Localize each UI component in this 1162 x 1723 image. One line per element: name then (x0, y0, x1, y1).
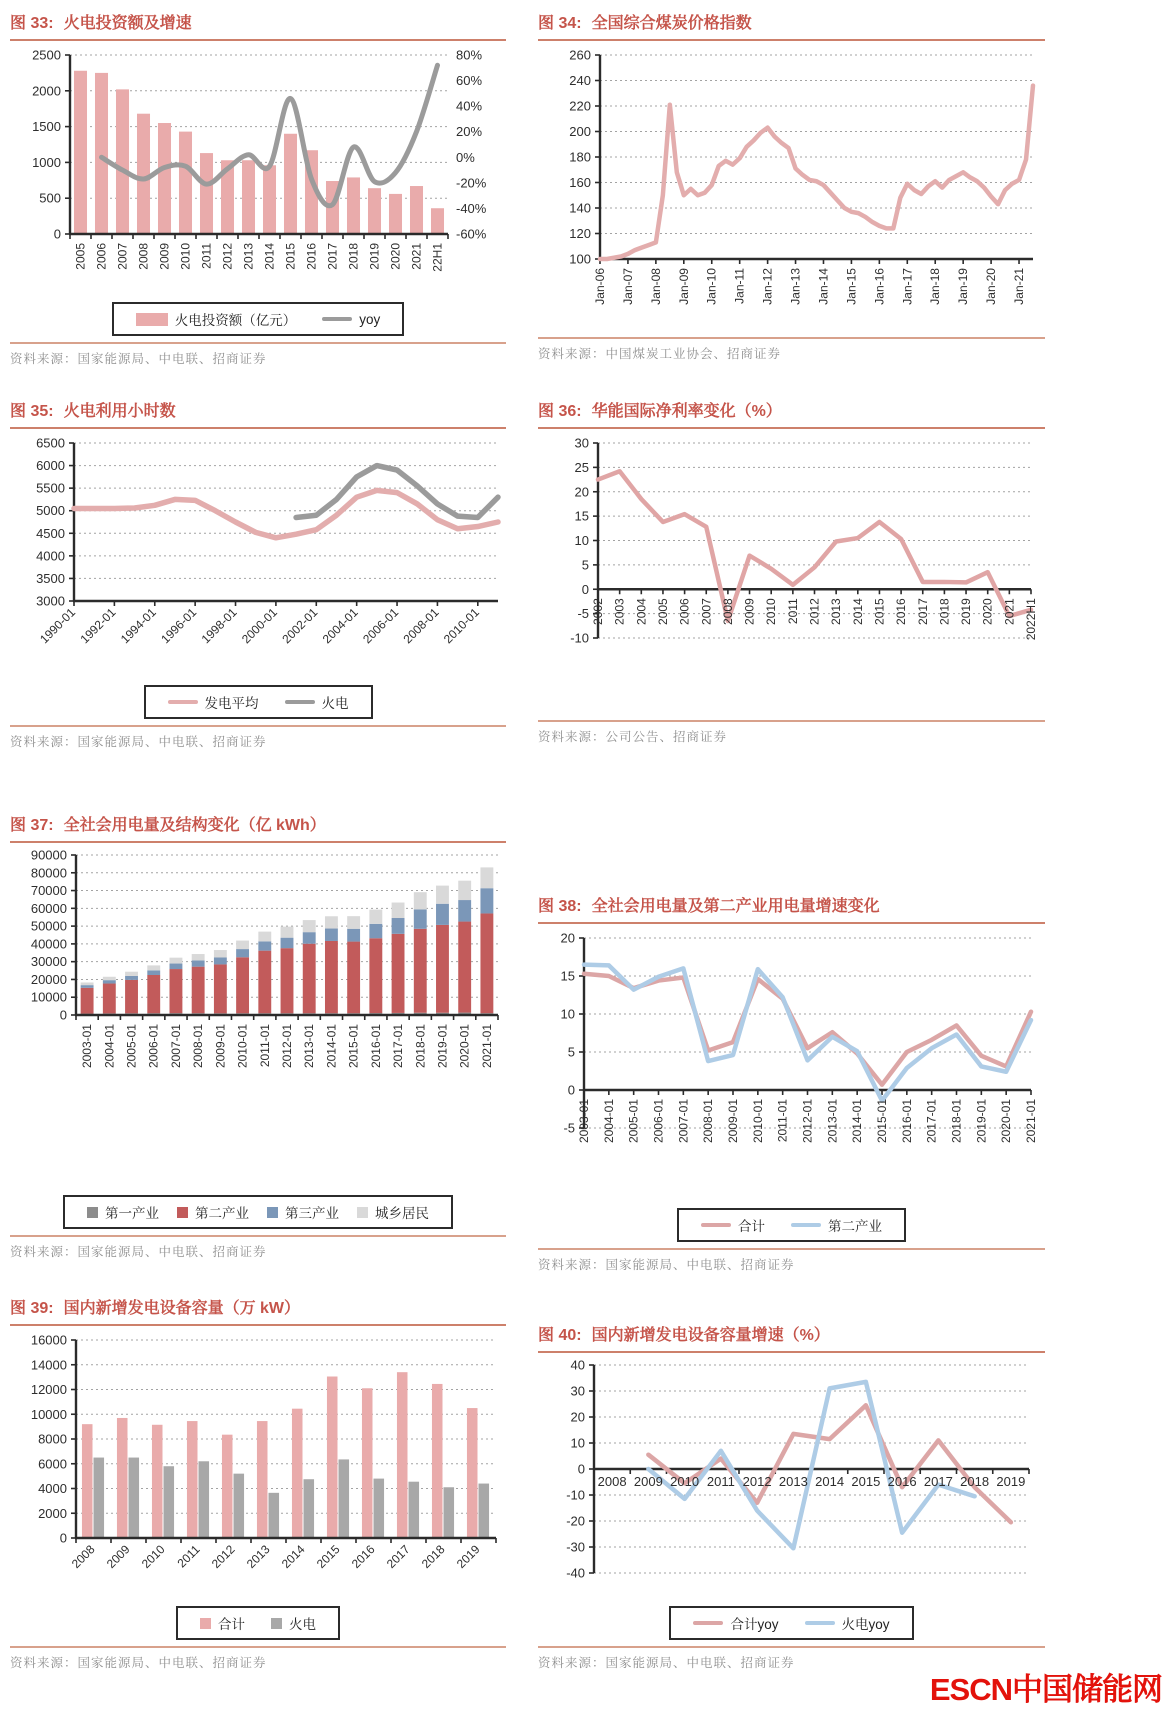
legend-label: 第三产业 (285, 1206, 339, 1221)
legend-swatch (87, 1207, 98, 1218)
svg-text:1000: 1000 (32, 154, 61, 170)
legend-swatch (805, 1621, 835, 1625)
svg-text:2020: 2020 (980, 598, 995, 625)
svg-text:2007: 2007 (115, 243, 130, 270)
svg-text:40%: 40% (456, 98, 483, 114)
svg-text:2017: 2017 (325, 243, 340, 270)
svg-text:15: 15 (560, 968, 575, 984)
svg-text:2016: 2016 (887, 1474, 917, 1489)
svg-text:30: 30 (574, 435, 589, 451)
svg-text:2004-01: 2004-01 (102, 1024, 117, 1069)
svg-text:5: 5 (567, 1044, 575, 1060)
legend-item (805, 1613, 890, 1633)
chart-new-capacity (10, 1332, 506, 1590)
svg-text:2017-01: 2017-01 (924, 1099, 939, 1144)
svg-text:2014: 2014 (850, 598, 865, 625)
svg-text:6500: 6500 (36, 435, 65, 451)
svg-text:2008: 2008 (597, 1474, 627, 1489)
svg-text:30: 30 (570, 1383, 585, 1399)
svg-text:2013: 2013 (778, 1474, 808, 1489)
svg-text:2019: 2019 (959, 598, 974, 625)
source-line: 资料来源：中国煤炭工业协会、招商证券 (538, 347, 782, 361)
legend-swatch (693, 1621, 723, 1625)
svg-text:Jan-06: Jan-06 (593, 268, 607, 305)
svg-text:1500: 1500 (32, 119, 61, 135)
svg-text:2017-01: 2017-01 (391, 1024, 406, 1069)
svg-text:40: 40 (570, 1357, 585, 1373)
svg-text:1990-01: 1990-01 (37, 605, 79, 647)
svg-text:2009-01: 2009-01 (213, 1024, 228, 1069)
legend-item (136, 309, 297, 329)
figure-number: 图 38: (538, 898, 582, 915)
svg-text:2020-01: 2020-01 (999, 1099, 1014, 1144)
svg-text:2011-01: 2011-01 (775, 1099, 790, 1143)
svg-text:2005: 2005 (655, 598, 670, 625)
svg-text:2010: 2010 (138, 1542, 168, 1572)
svg-text:Jan-14: Jan-14 (816, 268, 831, 305)
legend-label: 合计 (218, 1617, 245, 1632)
figure-number: 图 36: (538, 403, 582, 420)
legend-swatch (322, 317, 352, 321)
svg-text:2017: 2017 (915, 598, 930, 625)
svg-text:-10: -10 (566, 1487, 585, 1503)
svg-text:2015: 2015 (851, 1474, 881, 1489)
svg-text:-5: -5 (563, 1120, 575, 1136)
chart-electricity-consumption-structure (10, 849, 506, 1121)
svg-text:2016: 2016 (304, 243, 319, 270)
svg-text:220: 220 (569, 98, 591, 114)
legend-item (693, 1613, 778, 1633)
legend-item (267, 1202, 339, 1222)
svg-text:2015-01: 2015-01 (875, 1099, 889, 1144)
svg-text:30000: 30000 (30, 954, 67, 970)
figure-number: 图 39: (10, 1300, 54, 1317)
svg-text:Jan-12: Jan-12 (760, 268, 775, 305)
svg-text:2007-01: 2007-01 (168, 1024, 183, 1069)
svg-text:2000: 2000 (32, 83, 61, 99)
figure-number: 图 33: (10, 15, 54, 32)
legend-label: 第二产业 (828, 1219, 882, 1234)
svg-text:2500: 2500 (32, 47, 61, 63)
chart-new-capacity-growth (538, 1359, 1045, 1599)
svg-text:22H1: 22H1 (430, 243, 445, 272)
svg-text:90000: 90000 (30, 847, 67, 863)
svg-text:180: 180 (569, 149, 591, 165)
svg-text:2019: 2019 (996, 1474, 1026, 1489)
legend-swatch (791, 1223, 821, 1227)
legend (10, 685, 506, 719)
svg-text:2007-01: 2007-01 (676, 1099, 691, 1144)
legend-item (200, 1613, 245, 1633)
svg-text:120: 120 (569, 226, 591, 241)
svg-text:2020: 2020 (388, 243, 403, 270)
legend-item (357, 1202, 429, 1222)
svg-text:2000-01: 2000-01 (238, 605, 281, 647)
svg-text:500: 500 (39, 190, 61, 206)
svg-text:2016-01: 2016-01 (368, 1024, 383, 1069)
svg-text:240: 240 (569, 73, 591, 88)
svg-text:200: 200 (569, 124, 591, 139)
figure-34 (538, 10, 1045, 366)
svg-text:2008: 2008 (720, 598, 735, 625)
svg-text:1998-01: 1998-01 (198, 605, 240, 647)
legend-label: 火电投资额（亿元） (174, 313, 297, 328)
svg-text:-10: -10 (570, 630, 589, 646)
legend (10, 1195, 506, 1229)
svg-text:2005-01: 2005-01 (124, 1024, 139, 1069)
legend-swatch (267, 1207, 278, 1218)
svg-text:2018-01: 2018-01 (413, 1024, 428, 1069)
svg-text:2012: 2012 (208, 1542, 238, 1572)
svg-text:10000: 10000 (30, 1406, 67, 1422)
svg-text:2010-01: 2010-01 (750, 1099, 765, 1144)
svg-text:2010: 2010 (670, 1474, 700, 1489)
legend-swatch (285, 700, 315, 704)
legend-item (701, 1215, 765, 1235)
figure-35 (10, 398, 506, 750)
svg-text:50000: 50000 (30, 918, 67, 934)
legend-swatch (200, 1618, 211, 1629)
svg-text:160: 160 (569, 175, 591, 190)
svg-text:-60%: -60% (456, 226, 487, 242)
legend-item (177, 1202, 249, 1222)
svg-text:2014: 2014 (278, 1542, 308, 1572)
svg-text:Jan-17: Jan-17 (900, 268, 915, 305)
svg-text:4000: 4000 (38, 1481, 67, 1496)
svg-text:2012-01: 2012-01 (800, 1099, 815, 1144)
svg-text:2009-01: 2009-01 (726, 1099, 740, 1144)
svg-text:2004-01: 2004-01 (319, 605, 361, 647)
svg-text:2018: 2018 (346, 243, 361, 270)
svg-text:0: 0 (577, 1461, 585, 1477)
chart-utilization-hours (10, 435, 506, 685)
svg-text:2015: 2015 (283, 243, 298, 270)
svg-text:2018: 2018 (960, 1474, 990, 1489)
legend (538, 1208, 1045, 1242)
figure-37-header (10, 812, 506, 843)
svg-text:2005-01: 2005-01 (626, 1099, 641, 1144)
source-line: 资料来源：国家能源局、中电联、招商证券 (10, 735, 267, 749)
figure-34-header (538, 10, 1045, 41)
figure-39-header (10, 1295, 506, 1326)
svg-text:4000: 4000 (36, 548, 65, 564)
legend-swatch (701, 1223, 731, 1227)
svg-text:5: 5 (581, 557, 589, 573)
svg-text:2006-01: 2006-01 (146, 1024, 161, 1069)
svg-text:3500: 3500 (36, 570, 65, 586)
svg-text:2013-01: 2013-01 (825, 1099, 840, 1144)
figure-title: 国内新增发电设备容量增速（%） (591, 1327, 830, 1344)
chart-consumption-growth (538, 930, 1045, 1200)
figure-33 (10, 10, 506, 366)
svg-text:-20%: -20% (456, 175, 487, 191)
svg-text:60%: 60% (456, 73, 483, 89)
svg-text:Jan-21: Jan-21 (1012, 267, 1027, 305)
svg-text:2013: 2013 (829, 598, 844, 625)
figure-number: 图 37: (10, 817, 54, 834)
source-line: 资料来源：国家能源局、中电联、招商证券 (10, 352, 267, 366)
legend-label: yoy (359, 311, 381, 327)
figure-36-header (538, 398, 1045, 429)
legend-item (168, 692, 259, 712)
svg-text:2009: 2009 (103, 1542, 133, 1572)
legend-label: 合计 (738, 1219, 765, 1234)
legend-item (791, 1215, 882, 1235)
svg-text:2010: 2010 (764, 598, 779, 625)
svg-text:60000: 60000 (30, 900, 67, 916)
svg-text:6000: 6000 (36, 458, 65, 474)
source-line: 资料来源：公司公告、招商证券 (538, 730, 728, 744)
svg-text:2019: 2019 (453, 1542, 483, 1572)
source-line: 资料来源：国家能源局、中电联、招商证券 (538, 1258, 795, 1272)
legend-label: 第二产业 (195, 1206, 249, 1221)
svg-text:2004-01: 2004-01 (601, 1099, 616, 1144)
svg-text:Jan-07: Jan-07 (620, 268, 635, 305)
svg-text:2008-01: 2008-01 (400, 605, 442, 647)
legend-item (322, 312, 380, 327)
svg-text:2003: 2003 (612, 598, 627, 625)
figure-33-header (10, 10, 506, 41)
svg-text:10000: 10000 (30, 989, 67, 1005)
figure-35-header (10, 398, 506, 429)
svg-text:2021: 2021 (1002, 598, 1017, 625)
svg-text:-30: -30 (566, 1539, 585, 1555)
svg-text:Jan-11: Jan-11 (732, 268, 747, 304)
svg-text:12000: 12000 (30, 1382, 67, 1397)
svg-text:10: 10 (570, 1435, 585, 1451)
figure-40 (538, 1322, 1045, 1671)
svg-text:2016-01: 2016-01 (899, 1099, 914, 1144)
svg-text:2021: 2021 (409, 243, 424, 270)
escn-logo: ESCN中国储能网 (929, 1672, 1162, 1707)
svg-text:14000: 14000 (30, 1357, 67, 1373)
svg-text:10: 10 (560, 1006, 575, 1022)
svg-text:2015: 2015 (313, 1542, 343, 1572)
svg-text:Jan-08: Jan-08 (648, 268, 663, 305)
svg-text:2015-01: 2015-01 (346, 1024, 361, 1069)
svg-text:5000: 5000 (36, 503, 65, 519)
legend-label: 合计yoy (730, 1617, 779, 1632)
svg-text:-40%: -40% (456, 200, 487, 216)
svg-text:2015: 2015 (872, 598, 887, 625)
legend-swatch (357, 1207, 368, 1218)
svg-text:2013-01: 2013-01 (302, 1024, 317, 1069)
svg-text:0: 0 (59, 1007, 67, 1023)
svg-text:2003-01: 2003-01 (80, 1024, 95, 1069)
svg-text:Jan-18: Jan-18 (928, 268, 943, 305)
svg-text:0: 0 (53, 226, 61, 242)
svg-text:2016: 2016 (894, 598, 909, 625)
chart-coal-price-index (538, 47, 1045, 337)
svg-text:2006: 2006 (677, 598, 692, 625)
svg-text:16000: 16000 (30, 1332, 67, 1348)
svg-text:2011: 2011 (706, 1474, 735, 1489)
svg-text:2022H1: 2022H1 (1024, 598, 1038, 641)
svg-text:2016: 2016 (348, 1542, 378, 1572)
svg-text:2018: 2018 (937, 598, 952, 625)
figure-38-header (538, 893, 1045, 924)
svg-text:-5: -5 (577, 606, 589, 622)
svg-text:10: 10 (574, 533, 589, 548)
figure-title: 华能国际净利率变化（%） (591, 403, 782, 420)
svg-text:6000: 6000 (38, 1456, 67, 1472)
svg-text:2012-01: 2012-01 (280, 1024, 294, 1069)
svg-text:2006: 2006 (94, 243, 109, 270)
svg-text:Jan-13: Jan-13 (788, 268, 803, 305)
svg-text:2012: 2012 (220, 243, 235, 270)
legend-label: 第一产业 (105, 1206, 159, 1221)
figure-39 (10, 1295, 506, 1671)
svg-text:2017: 2017 (383, 1542, 413, 1572)
svg-text:2011: 2011 (785, 598, 800, 625)
svg-text:Jan-20: Jan-20 (984, 268, 999, 305)
svg-text:2011: 2011 (199, 243, 214, 269)
svg-text:40000: 40000 (30, 936, 67, 952)
figure-title: 火电投资额及增速 (63, 15, 192, 32)
svg-text:1994-01: 1994-01 (117, 605, 159, 647)
svg-text:20: 20 (560, 930, 575, 946)
svg-text:2008-01: 2008-01 (191, 1024, 206, 1069)
legend-label: 城乡居民 (375, 1206, 429, 1221)
svg-text:2006-01: 2006-01 (651, 1099, 666, 1144)
svg-text:80000: 80000 (30, 865, 67, 881)
figure-number: 图 34: (538, 15, 582, 32)
legend-item (87, 1202, 159, 1222)
svg-text:4500: 4500 (36, 525, 65, 541)
svg-text:1996-01: 1996-01 (158, 605, 200, 647)
figure-title: 火电利用小时数 (63, 403, 176, 420)
svg-text:2017: 2017 (923, 1474, 953, 1489)
chart-huaneng-net-margin (538, 435, 1045, 720)
legend-swatch (177, 1207, 188, 1218)
svg-text:2013: 2013 (243, 1542, 273, 1572)
svg-text:2002-01: 2002-01 (279, 605, 321, 647)
figure-40-header (538, 1322, 1045, 1353)
svg-text:2008-01: 2008-01 (701, 1099, 716, 1144)
figure-title: 国内新增发电设备容量（万 kW） (63, 1300, 301, 1317)
svg-text:3000: 3000 (36, 593, 65, 609)
svg-text:2020-01: 2020-01 (457, 1024, 472, 1069)
svg-text:2005: 2005 (73, 243, 88, 270)
svg-text:2012: 2012 (742, 1474, 772, 1489)
svg-text:2019-01: 2019-01 (974, 1099, 989, 1144)
svg-text:20000: 20000 (30, 971, 67, 987)
legend-item (285, 692, 349, 712)
figure-title: 全社会用电量及结构变化（亿 kWh） (63, 817, 326, 834)
legend (10, 302, 506, 336)
svg-text:2013: 2013 (241, 243, 256, 270)
svg-text:2009: 2009 (157, 243, 172, 270)
svg-text:2019-01: 2019-01 (435, 1024, 450, 1069)
svg-text:2021-01: 2021-01 (479, 1024, 494, 1069)
figure-title: 全社会用电量及第二产业用电量增速变化 (591, 898, 880, 915)
svg-text:0: 0 (59, 1530, 67, 1546)
svg-text:2002: 2002 (591, 598, 605, 625)
svg-text:0: 0 (581, 581, 589, 597)
figure-36 (538, 398, 1045, 750)
legend-swatch (136, 313, 168, 326)
svg-text:-20: -20 (566, 1513, 585, 1529)
legend-swatch (271, 1618, 282, 1629)
svg-text:2000: 2000 (38, 1505, 67, 1521)
source-line: 资料来源：国家能源局、中电联、招商证券 (10, 1656, 267, 1670)
svg-text:5500: 5500 (36, 480, 65, 496)
svg-text:20: 20 (570, 1409, 585, 1425)
svg-text:100: 100 (569, 251, 591, 267)
figure-number: 图 35: (10, 403, 54, 420)
svg-text:2021-01: 2021-01 (1024, 1099, 1038, 1144)
svg-text:80%: 80% (456, 47, 483, 63)
svg-text:8000: 8000 (38, 1431, 67, 1447)
svg-text:2011-01: 2011-01 (257, 1024, 272, 1068)
source-line: 资料来源：国家能源局、中电联、招商证券 (538, 1656, 795, 1670)
svg-text:0%: 0% (456, 149, 475, 165)
figure-title: 全国综合煤炭价格指数 (591, 15, 752, 32)
svg-text:2014-01: 2014-01 (324, 1024, 339, 1069)
svg-text:Jan-16: Jan-16 (872, 268, 887, 305)
legend-label: 火电 (289, 1617, 316, 1632)
svg-text:1992-01: 1992-01 (77, 605, 119, 647)
svg-text:2010-01: 2010-01 (235, 1024, 250, 1069)
svg-text:2008: 2008 (68, 1542, 98, 1572)
svg-text:15: 15 (574, 508, 589, 524)
svg-text:25: 25 (574, 459, 589, 475)
svg-text:2018: 2018 (418, 1542, 448, 1572)
svg-text:2010: 2010 (178, 243, 193, 270)
svg-text:2012: 2012 (807, 598, 822, 625)
legend (538, 1606, 1045, 1640)
legend (10, 1606, 506, 1640)
legend-label: 发电平均 (204, 696, 259, 711)
legend-label: 火电yoy (841, 1617, 890, 1632)
svg-text:Jan-19: Jan-19 (956, 268, 971, 305)
svg-text:Jan-15: Jan-15 (844, 268, 859, 305)
svg-text:20%: 20% (456, 124, 483, 140)
svg-text:2008: 2008 (136, 243, 151, 270)
figure-37 (10, 812, 506, 1260)
legend-item (271, 1613, 316, 1633)
svg-text:70000: 70000 (30, 883, 67, 899)
svg-text:2009: 2009 (742, 598, 757, 625)
svg-text:2011: 2011 (174, 1542, 203, 1571)
legend-label: 火电 (321, 696, 349, 711)
svg-text:2003-01: 2003-01 (577, 1099, 591, 1144)
svg-text:Jan-10: Jan-10 (704, 268, 719, 305)
svg-text:2019: 2019 (367, 243, 382, 270)
chart-fire-power-investment (10, 47, 506, 302)
figure-38 (538, 893, 1045, 1273)
svg-text:140: 140 (569, 200, 591, 216)
source-line: 资料来源：国家能源局、中电联、招商证券 (10, 1245, 267, 1259)
svg-text:2018-01: 2018-01 (949, 1099, 964, 1144)
svg-text:2006-01: 2006-01 (360, 605, 402, 647)
svg-text:260: 260 (569, 47, 591, 63)
figure-number: 图 40: (538, 1327, 582, 1344)
svg-text:20: 20 (574, 484, 589, 500)
svg-text:0: 0 (567, 1082, 575, 1098)
svg-text:2009: 2009 (633, 1474, 663, 1489)
svg-text:2004: 2004 (634, 598, 649, 625)
svg-text:2010-01: 2010-01 (440, 605, 482, 647)
svg-text:2014: 2014 (815, 1474, 845, 1489)
svg-text:2014-01: 2014-01 (850, 1099, 865, 1144)
svg-text:-40: -40 (566, 1565, 585, 1581)
svg-text:2007: 2007 (699, 598, 714, 625)
svg-text:2014: 2014 (262, 243, 277, 270)
legend-swatch (168, 700, 198, 704)
svg-text:Jan-09: Jan-09 (676, 268, 691, 305)
